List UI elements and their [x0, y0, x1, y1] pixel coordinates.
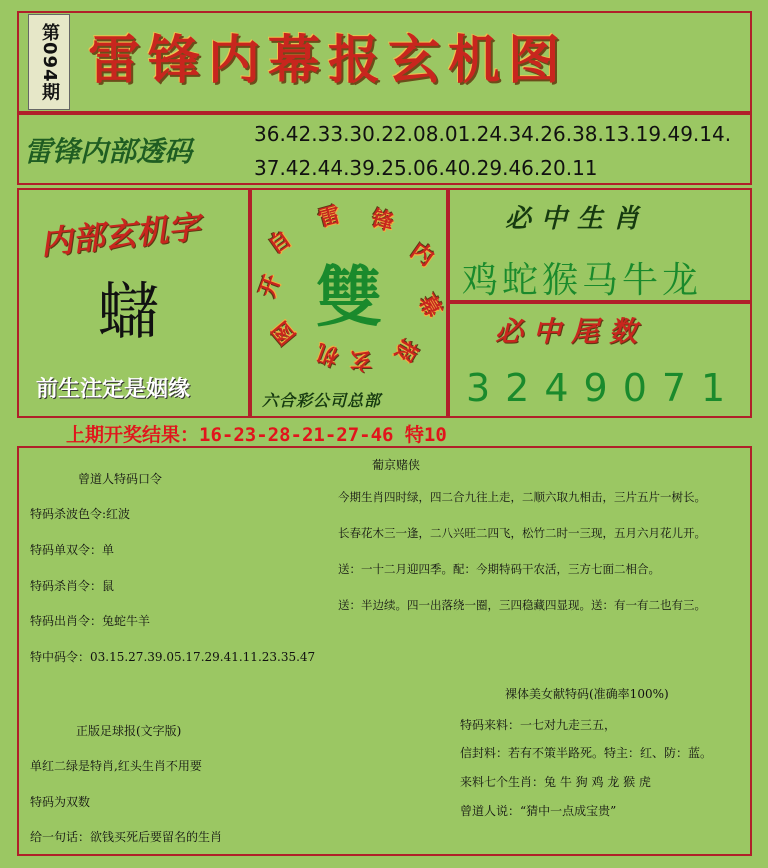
- right-line: 特码来料：一七对九走三五，: [460, 718, 617, 732]
- zodiac-title: 必中生肖: [505, 204, 650, 234]
- left-line: 特码为双数: [30, 795, 91, 809]
- center-character: 雙: [316, 259, 382, 336]
- left-line: 特中码令：03.15.27.39.05.17.29.41.11.23.35.47: [30, 650, 316, 664]
- right-line: 送：一十二月迎四季。配：今期特码干农活，三方七面二相合。: [338, 562, 660, 576]
- codes-label: 雷锋内部透码: [24, 135, 193, 168]
- issue-number: 第094期: [28, 14, 70, 110]
- left-line: 给一句话：欲钱买死后要留名的生肖: [30, 830, 223, 844]
- page-title: 雷锋内幕报玄机图: [88, 30, 569, 91]
- section-heading: 裸体美女献特码(准确率100%): [505, 687, 669, 701]
- left-line: 特码出肖令：兔蛇牛羊: [30, 614, 151, 628]
- right-line: 送：半边续。四一出落绕一圈，三四稳藏四显现。送：有一有二也有三。: [338, 598, 706, 612]
- right-line: 来料七个生肖：兔 牛 狗 鸡 龙 猴 虎: [460, 775, 651, 789]
- zodiac-list: 鸡蛇猴马牛龙: [462, 260, 703, 301]
- right-line: 曾道人说：“猜中一点成宝贵”: [460, 804, 617, 818]
- left-line: 特码杀波色令:红波: [30, 507, 131, 521]
- section-heading: 葡京赌侠: [372, 458, 421, 472]
- ring-char: 开: [254, 271, 287, 301]
- last-result: 上期开奖结果：16-23-28-21-27-46 特10: [66, 424, 447, 446]
- ring-char: 自: [263, 225, 297, 260]
- left-line: 单红二绿是特肖,红头生肖不用要: [30, 759, 202, 773]
- ring-char: 玄: [350, 347, 373, 373]
- right-line: 今期生肖四时绿，四二合九往上走，二顺六取九相击，三片五片一树长。: [338, 490, 706, 504]
- tail-digits: 3249071: [466, 366, 741, 410]
- ring-char: 机: [312, 338, 343, 371]
- ring-char: 报: [388, 334, 423, 367]
- company-footer: 六合彩公司总部: [262, 391, 382, 410]
- ring-char: 幕: [412, 290, 447, 323]
- ring-char: 内: [405, 237, 439, 272]
- codes-line-2: 37.42.44.39.25.06.40.29.46.20.11: [254, 156, 598, 180]
- tail-title: 必中尾数: [495, 315, 648, 348]
- arc-label: 内部玄机字: [38, 207, 202, 263]
- ring-char: 锋: [368, 205, 397, 237]
- left-caption: 前生注定是姻缘: [36, 376, 191, 402]
- left-line: 特码杀肖令：鼠: [30, 579, 115, 593]
- section-heading: 曾道人特码口令: [78, 472, 163, 486]
- mystery-character: 蠩: [98, 275, 161, 348]
- codes-line-1: 36.42.33.30.22.08.01.24.34.26.38.13.19.49.14.: [254, 122, 732, 146]
- ring-char: 雷: [315, 201, 344, 233]
- ring-char: 图: [267, 315, 302, 350]
- right-line: 信封料：若有不策半路死。特主：红、防：蓝。: [460, 746, 713, 760]
- right-line: 长春花木三一逢，二八兴旺二四飞，松竹二时一三现，五月六月花儿开。: [338, 526, 706, 540]
- left-line: 特码单双令：单: [30, 543, 115, 557]
- section-heading: 正版足球报(文字版): [76, 724, 182, 738]
